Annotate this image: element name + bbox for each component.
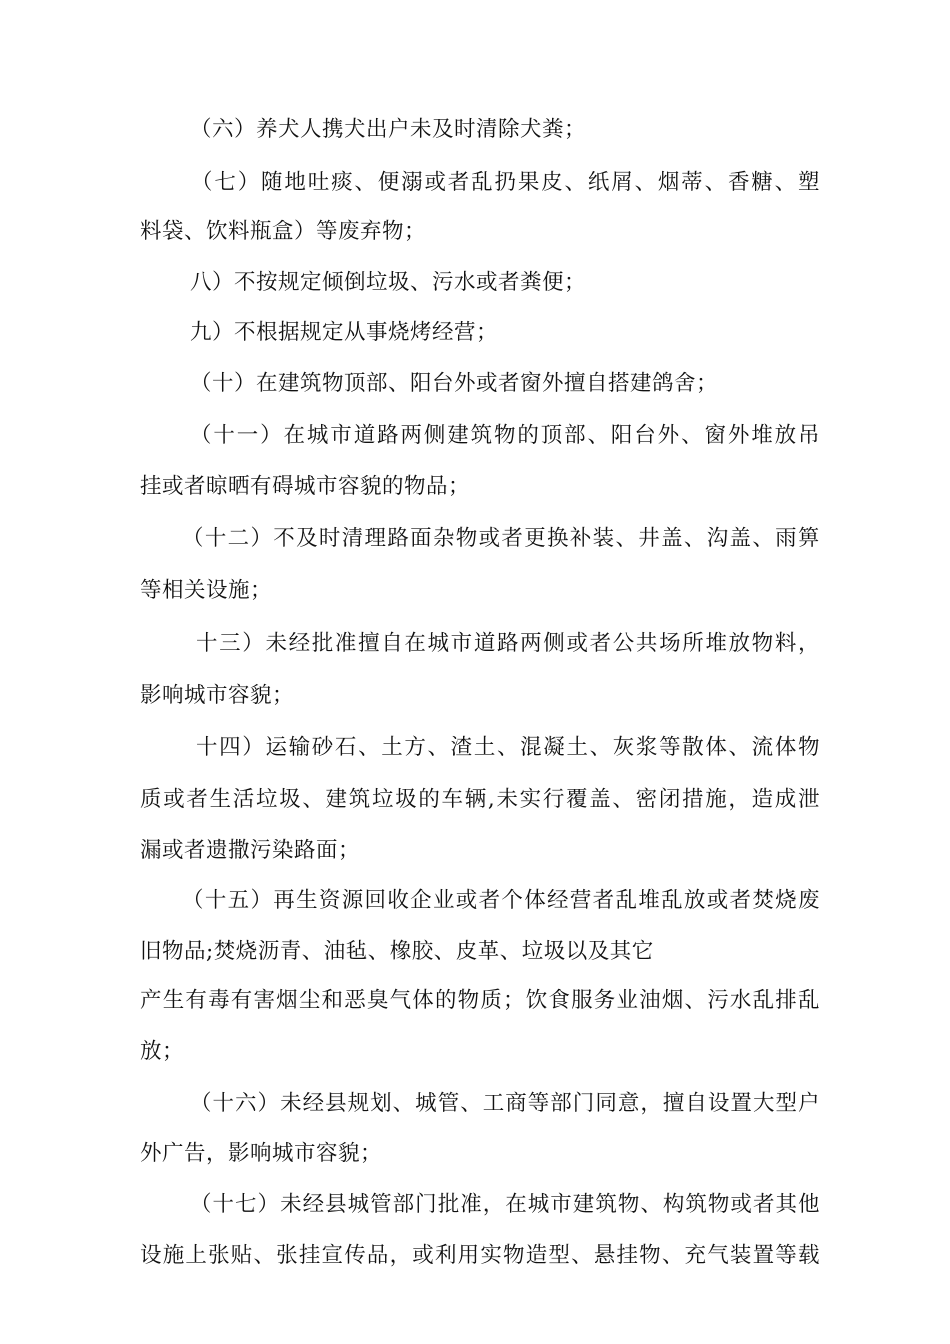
item-12-line-1: （十二）不及时清理路面杂物或者更换补装、井盖、沟盖、雨箅	[182, 526, 820, 551]
item-13-line-1: 十三）未经批准擅自在城市道路两侧或者公共场所堆放物料，	[196, 631, 820, 656]
item-14-line-1: 十四）运输砂石、土方、渣土、混凝土、灰浆等散体、流体物	[196, 735, 820, 760]
item-7-line-2: 料袋、饮料瓶盒）等废弃物；	[140, 219, 427, 244]
item-12-line-2: 等相关设施；	[140, 578, 273, 603]
item-16-line-2: 外广告，影响城市容貌；	[140, 1141, 383, 1166]
item-6-line-1: （六）养犬人携犬出户未及时清除犬粪；	[190, 117, 587, 142]
item-9-line-1: 九）不根据规定从事烧烤经营；	[190, 320, 499, 345]
item-11-line-2: 挂或者晾晒有碍城市容貌的物品；	[140, 474, 471, 499]
item-10-line-1: （十）在建筑物顶部、阳台外或者窗外擅自搭建鸽舍；	[190, 371, 719, 396]
item-14-line-2: 质或者生活垃圾、建筑垃圾的车辆,未实行覆盖、密闭措施，造成泄	[140, 787, 820, 812]
item-11-line-1: （十一）在城市道路两侧建筑物的顶部、阳台外、窗外堆放吊	[190, 423, 820, 448]
item-15-line-2: 旧物品;焚烧沥青、油毡、橡胶、皮革、垃圾以及其它	[140, 939, 654, 964]
item-15-line-4: 放；	[140, 1039, 185, 1064]
item-17-line-1: （十七）未经县城管部门批准，在城市建筑物、构筑物或者其他	[190, 1192, 820, 1217]
item-13-line-2: 影响城市容貌；	[140, 683, 295, 708]
item-15-line-1: （十五）再生资源回收企业或者个体经营者乱堆乱放或者焚烧废	[182, 888, 820, 913]
item-15-line-3: 产生有毒有害烟尘和恶臭气体的物质；饮食服务业油烟、污水乱排乱	[140, 988, 820, 1013]
item-8-line-1: 八）不按规定倾倒垃圾、污水或者粪便；	[190, 270, 587, 295]
item-14-line-3: 漏或者遗撒污染路面；	[140, 838, 361, 863]
item-17-line-2: 设施上张贴、张挂宣传品，或利用实物造型、悬挂物、充气装置等载	[140, 1243, 820, 1268]
item-7-line-1: （七）随地吐痰、便溺或者乱扔果皮、纸屑、烟蒂、香糖、塑	[191, 170, 820, 195]
item-16-line-1: （十六）未经县规划、城管、工商等部门同意，擅自设置大型户	[190, 1091, 820, 1116]
